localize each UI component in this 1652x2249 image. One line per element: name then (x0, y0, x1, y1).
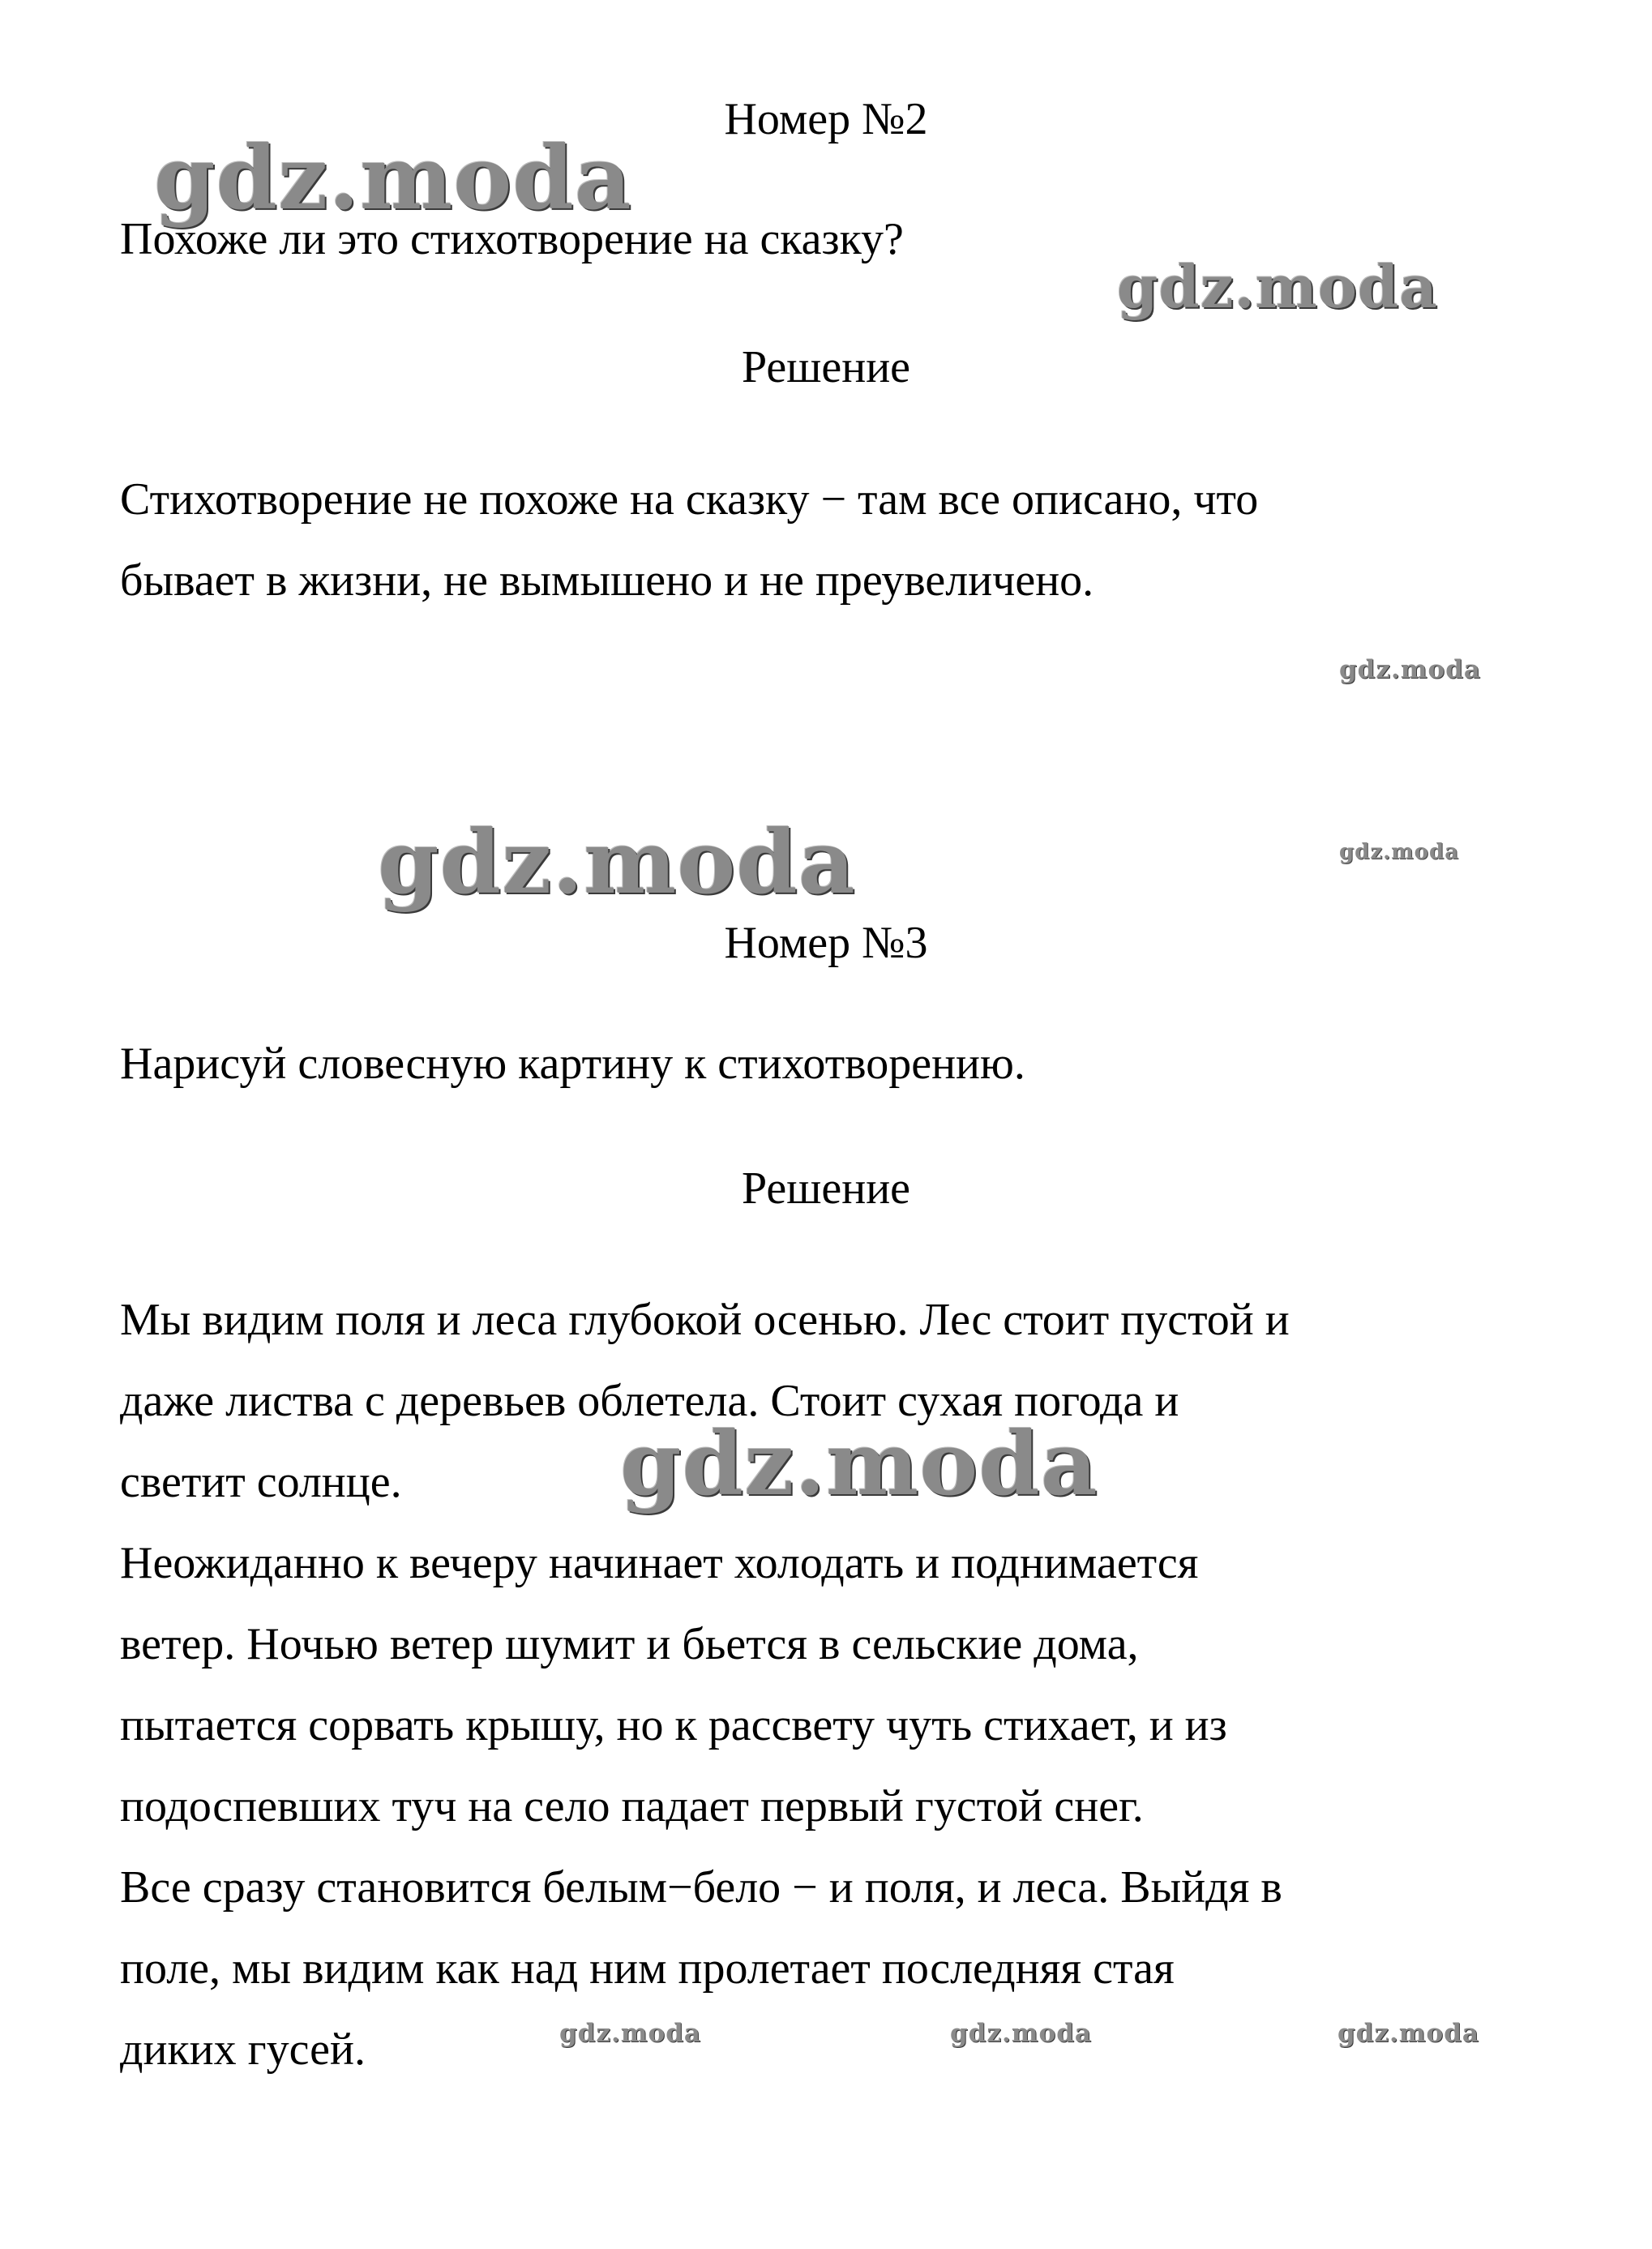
task3-answer-line: пытается сорвать крышу, но к рассвету чуть стихает, и из (120, 1700, 1227, 1750)
task3-answer-line: подоспевших туч на село падает первый густой снег. (120, 1781, 1144, 1831)
task3-solution-label: Решение (741, 1163, 911, 1214)
task3-answer-line: поле, мы видим как над ним пролетает последняя стая (120, 1943, 1175, 1994)
task3-answer-line: даже листва с деревьев облетела. Стоит сухая погода и (120, 1376, 1179, 1426)
task3-answer (120, 1279, 1547, 2090)
watermark: gdz.moda (1337, 2019, 1479, 2048)
task3-answer-line: Неожиданно к вечеру начинает холодать и поднимается (120, 1538, 1199, 1588)
task2-solution-label: Решение (741, 342, 911, 392)
task2-title: Номер №2 (724, 94, 928, 144)
task3-question-text: Нарисуй словесную картину к стихотворению. (120, 1039, 1025, 1089)
watermark: gdz.moda (378, 812, 856, 914)
watermark: gdz.moda (1117, 252, 1438, 321)
watermark: gdz.moda (1339, 655, 1481, 684)
task2-answer (120, 459, 1547, 621)
task3-question (120, 1023, 1547, 1104)
task3-answer-line: Мы видим поля и леса глубокой осенью. Лес стоит пустой и (120, 1295, 1290, 1345)
watermark: gdz.moda (950, 2019, 1092, 2048)
task3-answer-line: Все сразу становится белым−бело − и поля, и леса. Выйдя в (120, 1862, 1282, 1913)
task2-question (120, 199, 1547, 280)
task2-question-text: Похоже ли это стихотворение на сказку? (120, 214, 904, 264)
task3-title: Номер №3 (724, 918, 928, 968)
watermark: gdz.moda (1339, 840, 1460, 864)
task3-answer-line: светит солнце. (120, 1457, 402, 1507)
watermark: gdz.moda (154, 127, 632, 229)
watermark: gdz.moda (620, 1413, 1098, 1515)
task2-answer-line: бывает в жизни, не вымышено и не преувеличено. (120, 555, 1094, 606)
task3-answer-line: диких гусей. (120, 2024, 366, 2075)
watermark: gdz.moda (559, 2019, 701, 2048)
task2-answer-line: Стихотворение не похоже на сказку − там все описано, что (120, 474, 1259, 525)
task3-answer-line: ветер. Ночью ветер шумит и бьется в сельские дома, (120, 1619, 1139, 1669)
